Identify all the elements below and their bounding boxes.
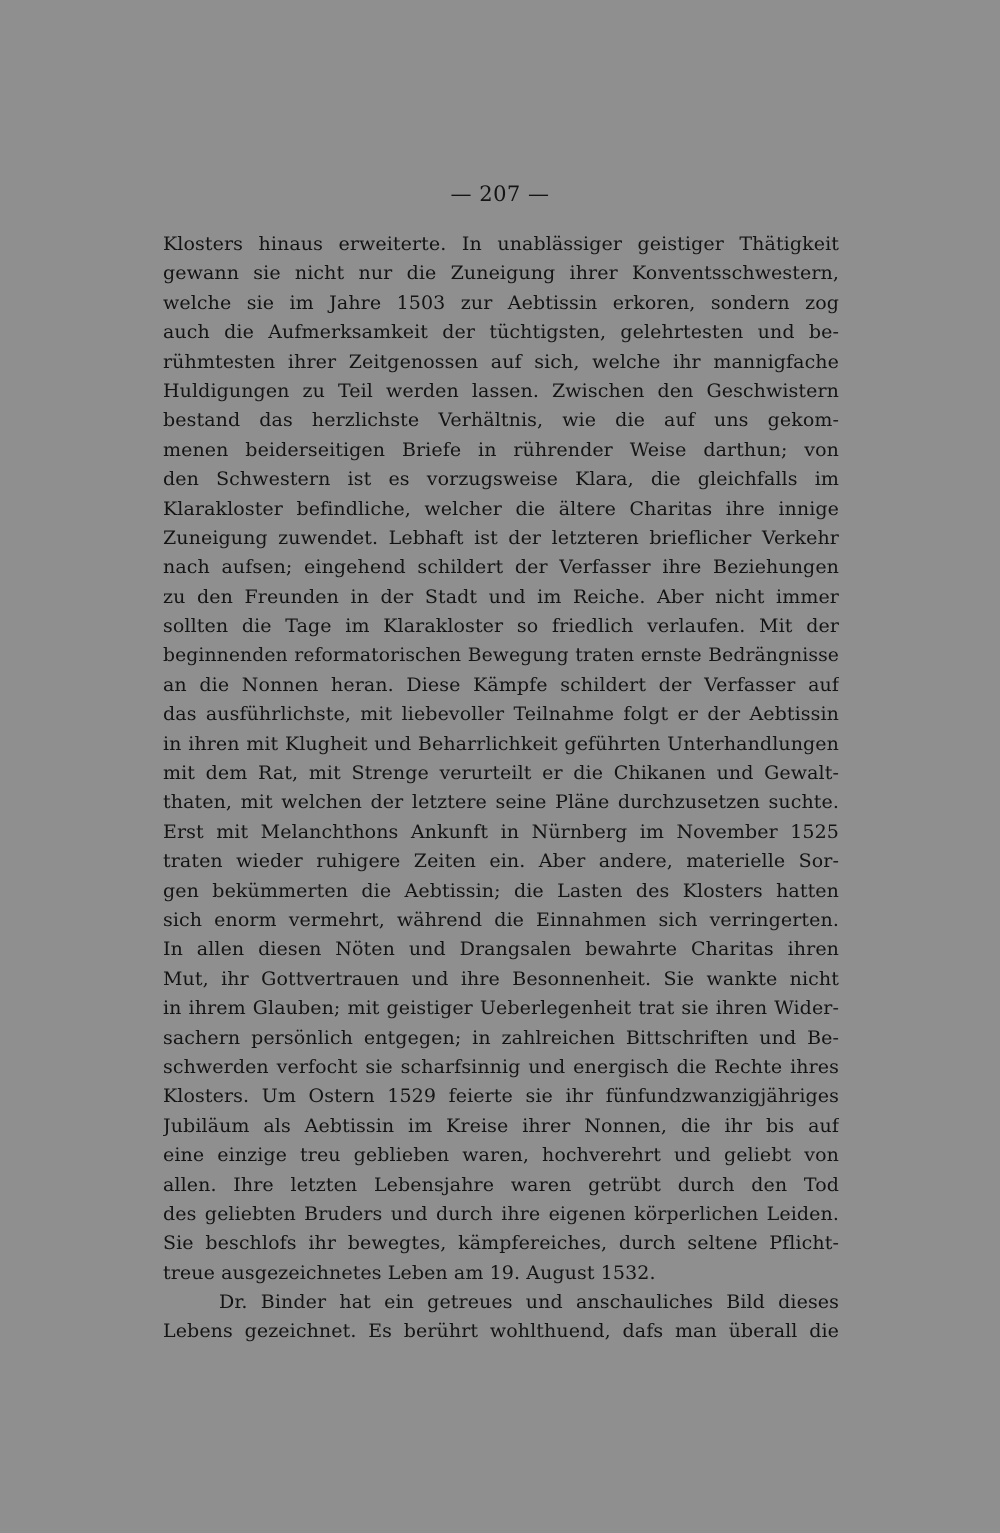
- text-line: mit dem Rat, mit Strenge verurteilt er die Chikanen und Gewalt-: [163, 762, 839, 785]
- page-number: — 207 —: [450, 182, 550, 206]
- text-line: sollten die Tage im Klarakloster so friedlich verlaufen. Mit der: [163, 615, 839, 638]
- text-line: schwerden verfocht sie scharfsinnig und energisch die Rechte ihres: [163, 1055, 839, 1078]
- text-line: Jubiläum als Aebtissin im Kreise ihrer Nonnen, die ihr bis auf: [163, 1114, 839, 1137]
- text-line: allen. Ihre letzten Lebensjahre waren getrübt durch den Tod: [163, 1173, 839, 1196]
- text-line: menen beiderseitigen Briefe in rührender Weise darthun; von: [163, 438, 839, 461]
- body-text: [163, 230, 839, 1347]
- text-line: Klosters. Um Ostern 1529 feierte sie ihr fünfundzwanzigjähriges: [163, 1085, 839, 1108]
- text-line: nach aufsen; eingehend schildert der Verfasser ihre Beziehungen: [163, 556, 839, 579]
- text-line: In allen diesen Nöten und Drangsalen bewahrte Charitas ihren: [163, 938, 839, 961]
- text-line: Zuneigung zuwendet. Lebhaft ist der letzteren brieflicher Verkehr: [163, 526, 839, 549]
- text-line: des geliebten Bruders und durch ihre eigenen körperlichen Leiden.: [163, 1202, 839, 1225]
- text-line: Erst mit Melanchthons Ankunft in Nürnberg im November 1525: [163, 820, 839, 843]
- text-line: das ausführlichste, mit liebevoller Teilnahme folgt er der Aebtissin: [163, 703, 839, 726]
- text-line: sich enorm vermehrt, während die Einnahmen sich verringerten.: [163, 908, 839, 931]
- text-line: gen bekümmerten die Aebtissin; die Lasten des Klosters hatten: [163, 879, 839, 902]
- text-line: in ihrem Glauben; mit geistiger Ueberlegenheit trat sie ihren Wider-: [163, 997, 839, 1020]
- text-line: bestand das herzlichste Verhältnis, wie die auf uns gekom-: [163, 409, 839, 432]
- text-line: zu den Freunden in der Stadt und im Reiche. Aber nicht immer: [163, 585, 839, 608]
- text-line: Lebens gezeichnet. Es berührt wohlthuend, dafs man überall die: [163, 1320, 839, 1343]
- text-line-paragraph-end: treue ausgezeichnetes Leben am 19. August 1532.: [163, 1261, 656, 1284]
- text-line-paragraph-start: Dr. Binder hat ein getreues und anschauliches Bild dieses: [219, 1291, 839, 1314]
- text-line: thaten, mit welchen der letztere seine Pläne durchzusetzen suchte.: [163, 791, 839, 814]
- text-line: den Schwestern ist es vorzugsweise Klara, die gleichfalls im: [163, 468, 839, 491]
- text-line: sachern persönlich entgegen; in zahlreichen Bittschriften und Be-: [163, 1026, 839, 1049]
- text-line: beginnenden reformatorischen Bewegung traten ernste Bedrängnisse: [163, 645, 839, 667]
- text-line: traten wieder ruhigere Zeiten ein. Aber andere, materielle Sor-: [163, 850, 839, 873]
- text-line: rühmtesten ihrer Zeitgenossen auf sich, welche ihr mannigfache: [163, 350, 839, 373]
- text-line: Klarakloster befindliche, welcher die ältere Charitas ihre innige: [163, 497, 839, 520]
- text-line: welche sie im Jahre 1503 zur Aebtissin erkoren, sondern zog: [163, 291, 839, 314]
- text-line: an die Nonnen heran. Diese Kämpfe schildert der Verfasser auf: [163, 673, 839, 696]
- text-line: gewann sie nicht nur die Zuneigung ihrer Konventsschwestern,: [163, 262, 839, 285]
- text-line: Mut, ihr Gottvertrauen und ihre Besonnenheit. Sie wankte nicht: [163, 967, 839, 990]
- text-line: in ihren mit Klugheit und Beharrlichkeit geführten Unterhandlungen: [163, 732, 839, 755]
- text-line: Huldigungen zu Teil werden lassen. Zwischen den Geschwistern: [163, 379, 839, 402]
- text-line: eine einzige treu geblieben waren, hochverehrt und geliebt von: [163, 1144, 839, 1167]
- text-line: auch die Aufmerksamkeit der tüchtigsten, gelehrtesten und be-: [163, 321, 839, 344]
- text-line: Sie beschlofs ihr bewegtes, kämpfereiches, durch seltene Pflicht-: [163, 1232, 839, 1255]
- text-line: Klosters hinaus erweiterte. In unablässiger geistiger Thätigkeit: [163, 233, 839, 255]
